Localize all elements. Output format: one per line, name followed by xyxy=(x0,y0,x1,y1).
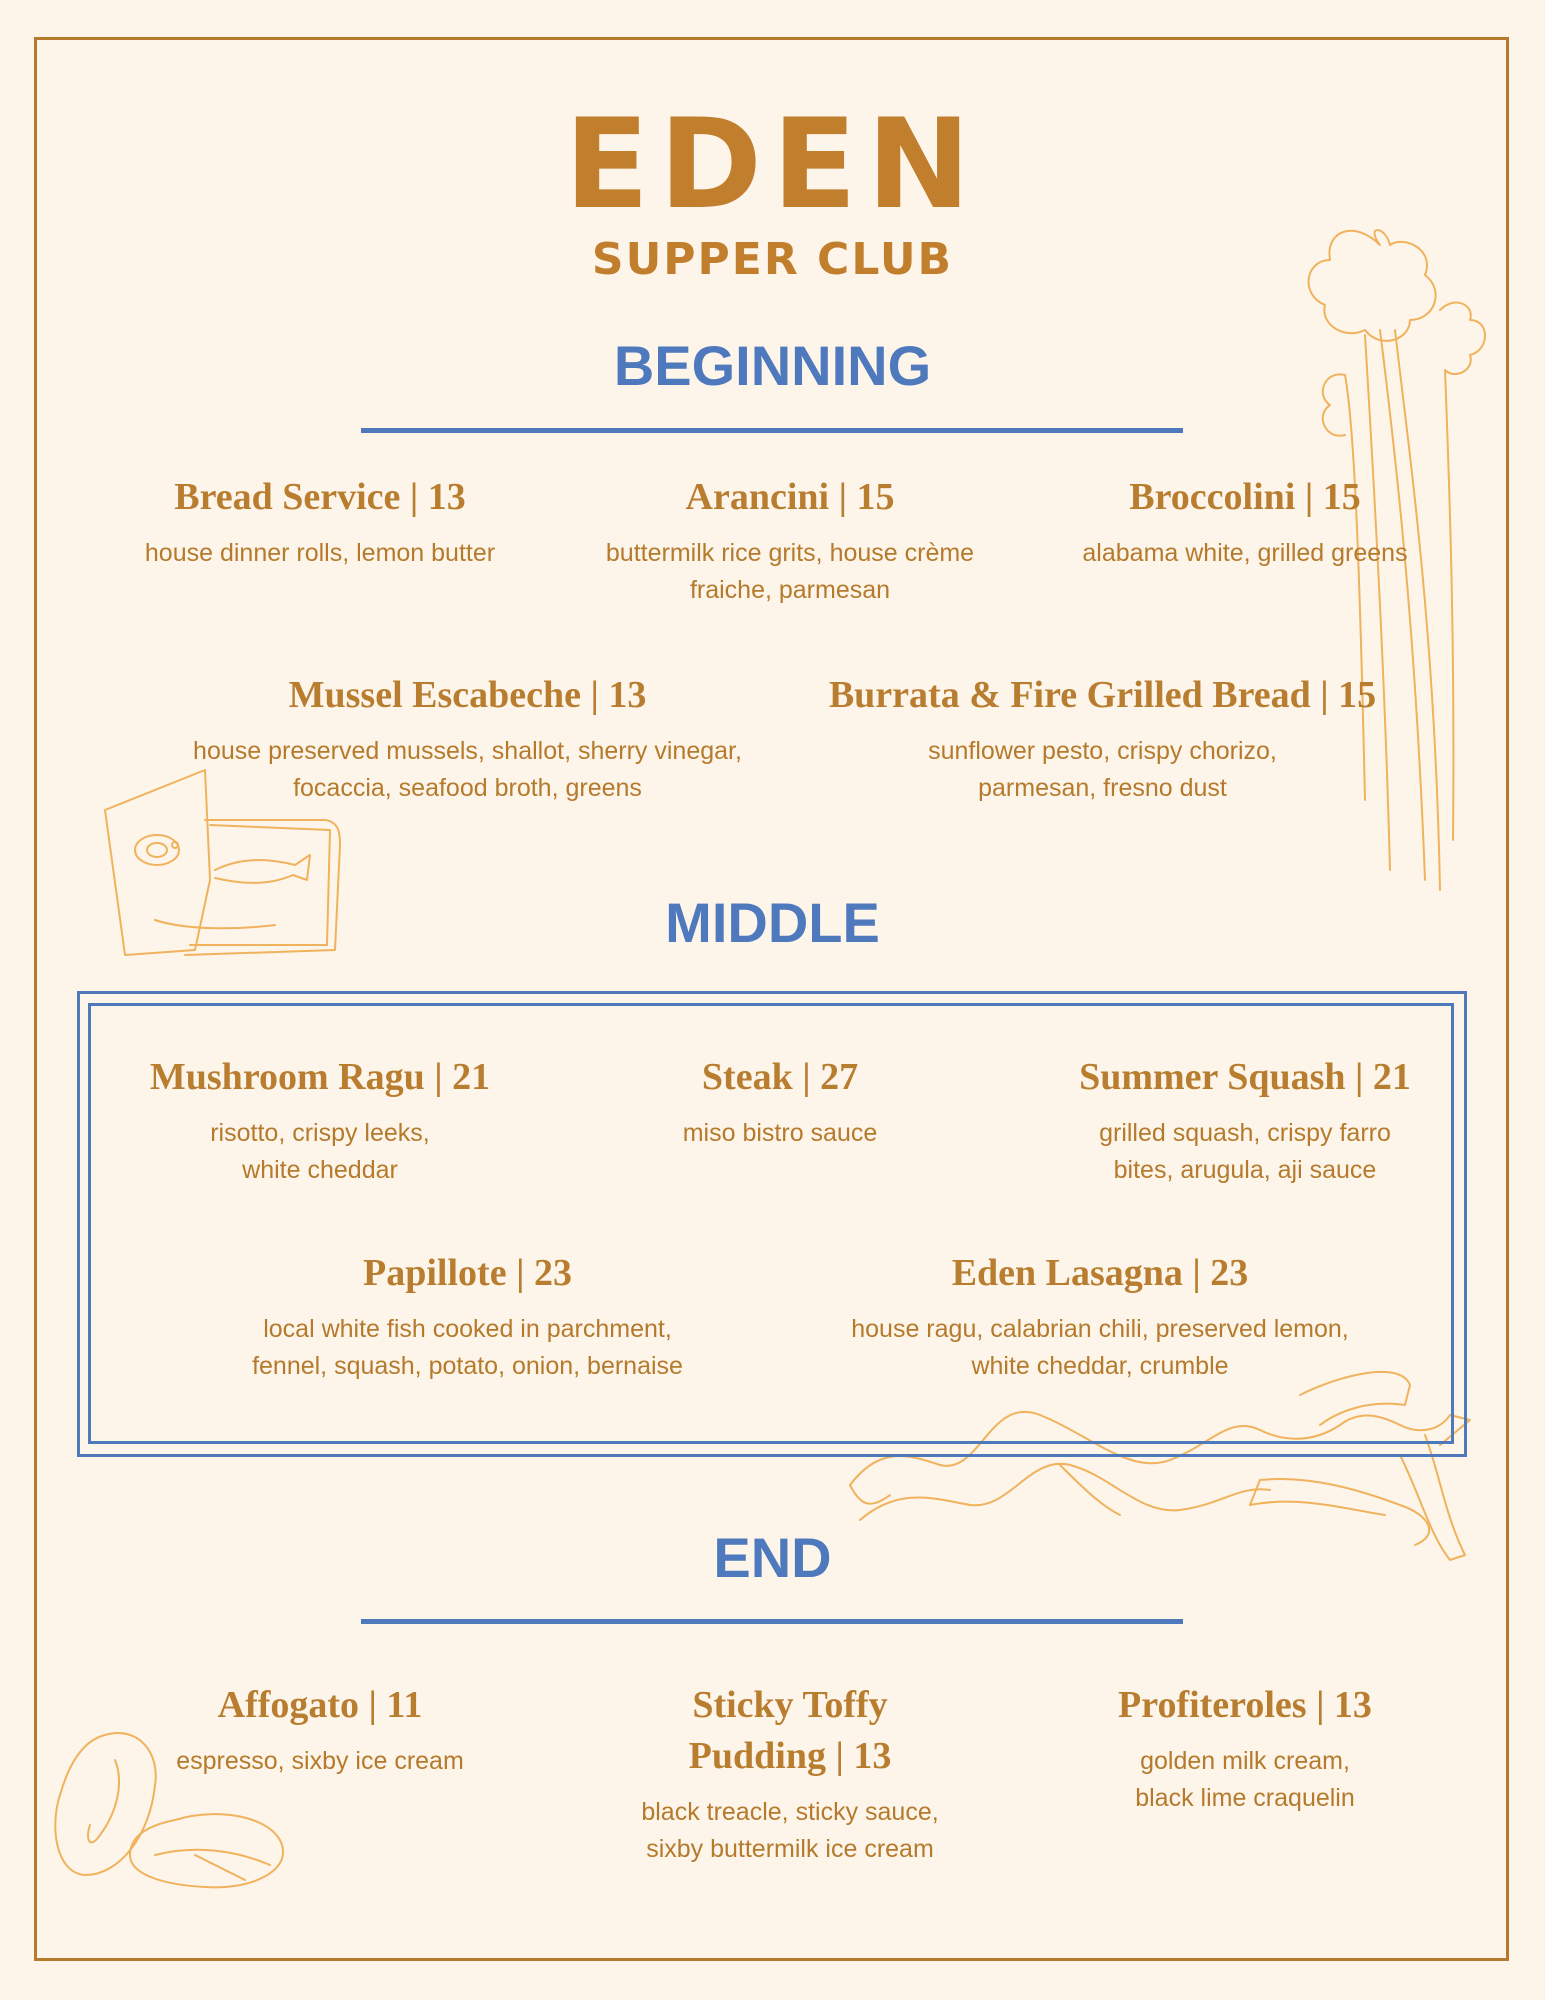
item-name: Mussel Escabeche | 13 xyxy=(288,674,647,716)
menu-item xyxy=(560,472,1020,609)
item-description: local white fish cooked in parchment, fennel, squash, potato, onion, bernaise xyxy=(252,1315,683,1380)
section-title-middle: MIDDLE xyxy=(665,891,880,954)
item-name: Steak | 27 xyxy=(701,1056,859,1098)
item-description: golden milk cream, black lime craquelin xyxy=(1135,1747,1355,1812)
item-description: alabama white, grilled greens xyxy=(1082,539,1408,567)
item-description: house preserved mussels, shallot, sherry vinegar, focaccia, seafood broth, greens xyxy=(193,737,742,802)
item-description: house ragu, calabrian chili, preserved lemon, white cheddar, crumble xyxy=(851,1315,1349,1380)
menu-item xyxy=(600,1052,960,1152)
item-description: buttermilk rice grits, house crème fraiche, parmesan xyxy=(605,539,975,604)
section-title-end: END xyxy=(713,1526,832,1589)
item-name: Summer Squash | 21 xyxy=(1079,1056,1411,1098)
menu-item xyxy=(1040,1680,1450,1817)
menu-item xyxy=(150,670,785,807)
menu-item xyxy=(1040,472,1450,572)
menu-item xyxy=(590,1680,990,1868)
item-description: black treacle, sticky sauce, sixby buttermilk ice cream xyxy=(641,1798,939,1863)
item-description: espresso, sixby ice cream xyxy=(176,1747,464,1775)
item-description: house dinner rolls, lemon butter xyxy=(144,539,496,567)
item-name: Eden Lasagna | 23 xyxy=(951,1252,1249,1294)
item-name: Arancini | 15 xyxy=(685,476,895,518)
item-name: Mushroom Ragu | 21 xyxy=(149,1056,491,1098)
item-name: Profiteroles | 13 xyxy=(1118,1684,1372,1726)
section-divider xyxy=(361,428,1183,433)
menu-item xyxy=(110,1052,530,1189)
menu-item xyxy=(1040,1052,1450,1189)
menu-item xyxy=(120,1680,520,1780)
item-name: Papillote | 23 xyxy=(363,1252,572,1294)
menu-item xyxy=(100,472,540,572)
item-name: Burrata & Fire Grilled Bread | 15 xyxy=(828,674,1377,716)
section-divider xyxy=(361,1619,1183,1624)
item-name: Broccolini | 15 xyxy=(1129,476,1361,518)
brand-name: EDEN xyxy=(564,93,981,237)
item-description: miso bistro sauce xyxy=(682,1119,878,1147)
brand-subtitle: SUPPER CLUB xyxy=(591,234,954,285)
menu-item xyxy=(800,670,1405,807)
item-name: Sticky Toffy Pudding | 13 xyxy=(688,1684,892,1777)
item-description: sunflower pesto, crispy chorizo, parmesan, fresno dust xyxy=(928,737,1277,802)
item-name: Affogato | 11 xyxy=(217,1684,423,1726)
item-description: risotto, crispy leeks, white cheddar xyxy=(210,1119,430,1184)
section-title-beginning: BEGINNING xyxy=(613,334,932,397)
item-name: Bread Service | 13 xyxy=(174,476,466,518)
item-description: grilled squash, crispy farro bites, arugula, aji sauce xyxy=(1099,1119,1391,1184)
menu-item xyxy=(180,1248,755,1385)
menu-item xyxy=(805,1248,1395,1385)
